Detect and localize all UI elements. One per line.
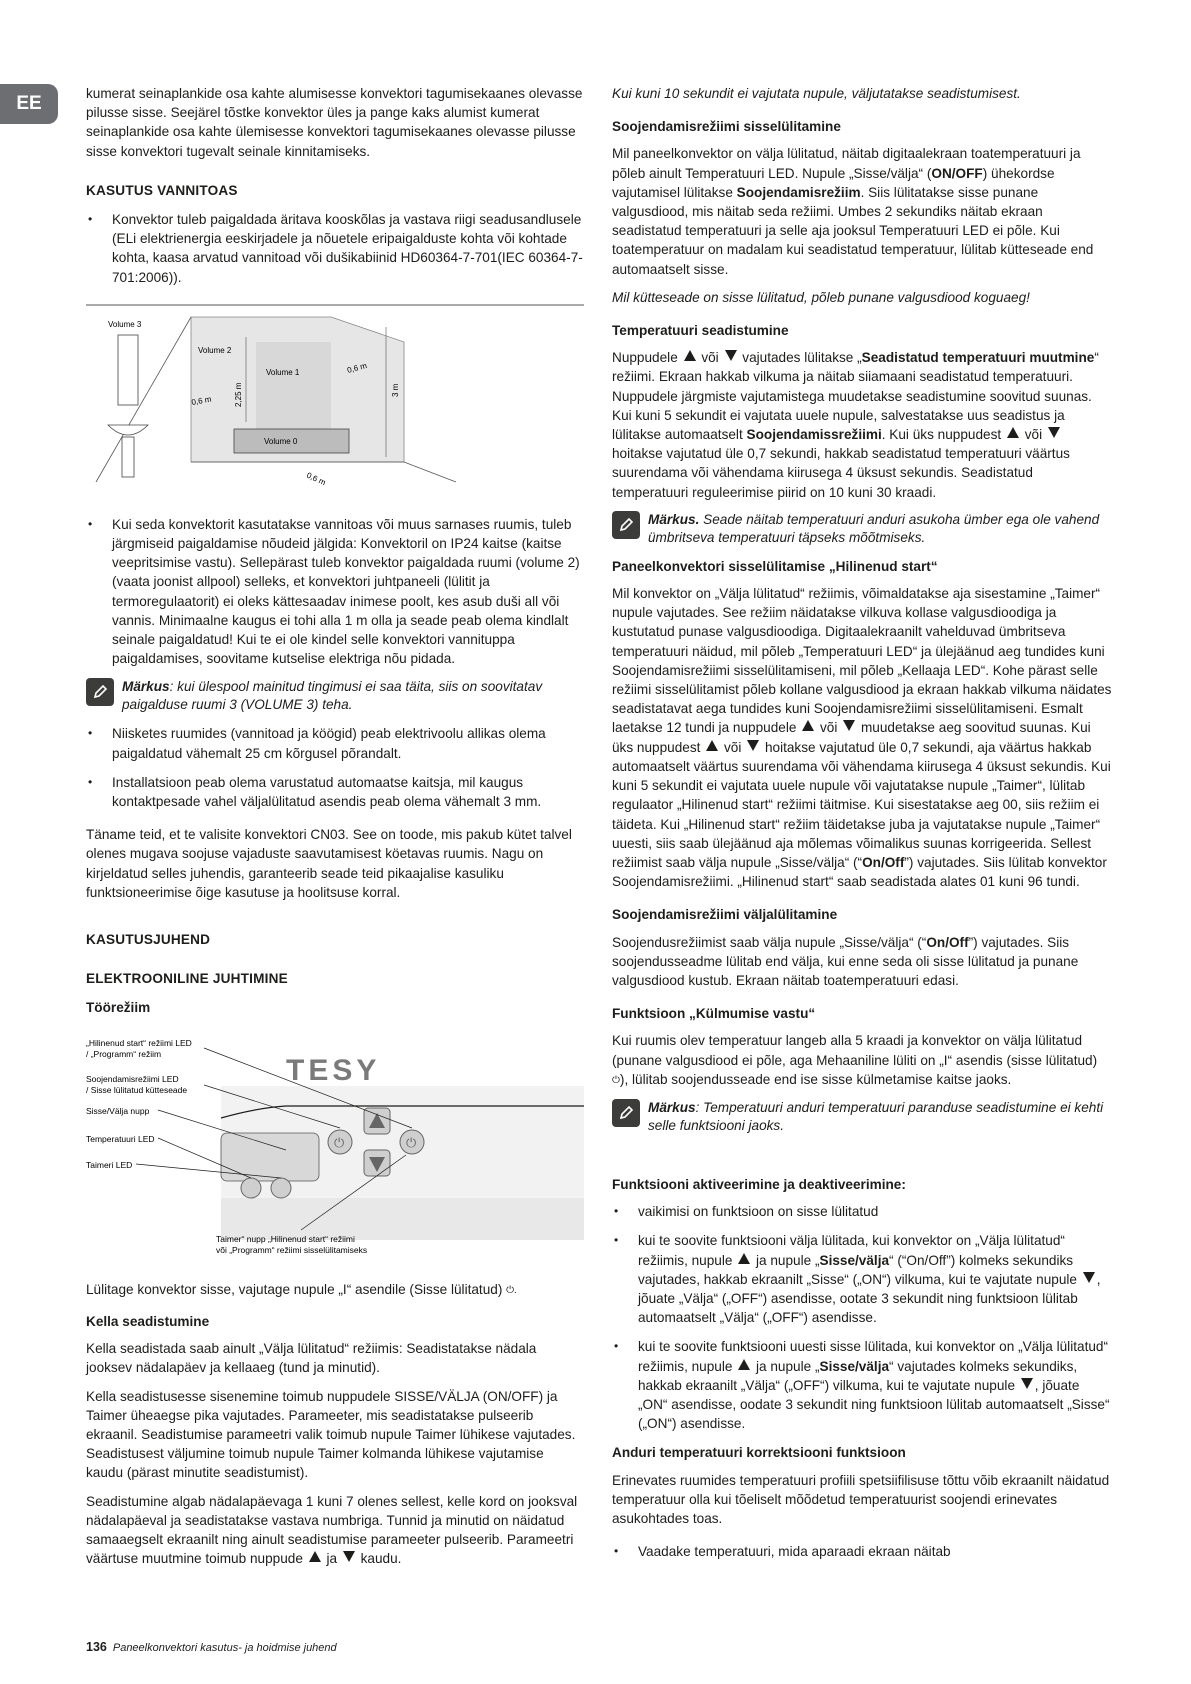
up-arrow-icon — [802, 720, 814, 731]
callout-label: Taimer“ nupp „Hilinenud start“ režiimi — [216, 1233, 355, 1244]
heating-off-paragraph: Soojendusrežiimist saab välja nupule „Sisse/välja“ (“On/Off”) vajutades. Siis soojendusseadme lülitab end välja, kui enne seda oli sisse lülitatud ja punane valgusdiood kustub. Ekraan näitab toatemperatuuri edasi. — [612, 934, 1079, 988]
sensor-paragraph: Erinevates ruumides temperatuuri profiili spetsiifilisuse tõttu võib ekraanilt näidatud temperatuur olla kui tõeliselt mõõdetud temperatuurist soojendi erinevates asukohtades toas. — [612, 1472, 1110, 1526]
note-label: Märkus — [122, 679, 170, 695]
down-arrow-icon — [1021, 1378, 1033, 1389]
timeout-note: Kui kuni 10 sekundit ei vajutata nupule, väljutatakse seadistumisest. — [612, 86, 1021, 101]
callout-label: Temperatuuri LED — [86, 1133, 155, 1144]
bathroom-volumes-diagram — [86, 297, 584, 497]
distance-label: 0,6 m — [305, 470, 328, 488]
mode-heading: Töörežiim — [86, 1000, 151, 1016]
clock-paragraph-1: Kella seadistada saab ainult „Välja lülitatud“ režiimis: Seadistatakse nädala jooksev nädalapäev ja kellaaeg (tund ja minutid). — [86, 1341, 537, 1376]
volume-2-label: Volume 2 — [198, 345, 232, 355]
delayed-start-paragraph: Mil konvektor on „Välja lülitatud“ režiimis, võimaldatakse aja sisestamine „Taimer“ nupule vajutades. See režiim näidatakse vilkuva kollase valgusdioodiga ja kustutatud punase valgusdioodiga. Digitaalekraanilt vahelduvad ümbritseva temperatuuri näidud, mil põleb „Temperatuuri LED“ ja ülejäänud aeg tundides kuni Soojendamisrežiimi sisselülitamiseni, mil põleb „Kellaaja LED“. Kohe pärast selle režiimi sisselülitamist põleb kollane valgusdiood ja ekraan hakkab vilkuma näidates seadistatavat aega tundides kuni Soojendamisrežiimi sisselülitamiseni. Esmalt laetakse 12 tundi ja nuppudele või muudetakse aeg soovitud suunas. Kui üks nuppudest või hoitakse vajutatud üle 0,7 sekundi, aja väärtus hakkab automaatselt väärtus suurendama või vähendama kiirusega 4 üksust sekundis. Kui kuni 5 sekundit ei vajutata uuele nupule või vajutatakse nupule „Taimer“, lülitab regulaator „Hilinenud start“ režiimi täitmise. Kui sisestatakse aeg 00, siis režiim ei täideta. Kui „Hilinenud start“ režiim täidetakse juba ja vajutatakse nupule „Taimer“ uuesti, siis saab ülejäänud aja mõlemas võimalikus suunas korrigeerida. Sellest režiimist saab välja nupule „Sisse/välja“ (“On/Off”) vajutades. Siis lülitab konvektor Soojendamisrežiimi. „Hilinenud start“ saab seadistada alates 01 kuni 96 tundi. — [612, 586, 1112, 890]
delayed-start-heading: Paneelkonvektori sisselülitamise „Hilinenud start“ — [612, 558, 938, 574]
timer-led-indicator — [271, 1178, 291, 1198]
note-2 — [612, 511, 1112, 547]
activation-heading: Funktsiooni aktiveerimine ja deaktiveerimine: — [612, 1176, 906, 1192]
down-arrow-icon — [725, 350, 737, 361]
bathroom-bullet-4: • Installatsioon peab olema varustatud automaatse kaitsja, mil kaugus kontaktpesade vahel väljalülitatud asendis peab olema vähemalt 3 mm. — [86, 773, 584, 811]
frost-heading: Funktsioon „Külmumise vastu“ — [612, 1006, 816, 1022]
note-text: : kui ülespool mainitud tingimusi ei saa täita, siis on soovitatav paigalduse ruumi 3 (VOLUME 3) teha. — [122, 679, 543, 713]
control-panel-diagram — [86, 1030, 584, 1270]
callout-label: „Hilinenud start“ režiimi LED — [86, 1037, 192, 1048]
note-label: Märkus — [648, 1099, 696, 1115]
page-number: 136 — [86, 1640, 107, 1654]
height-label: 2,25 m — [234, 382, 243, 407]
switch-on-icon: ⏻. — [506, 1284, 517, 1296]
callout-label: Taimeri LED — [86, 1159, 133, 1170]
pencil-icon — [612, 511, 640, 539]
up-arrow-icon — [738, 1359, 750, 1370]
callout-label: Soojendamisrežiimi LED — [86, 1073, 179, 1084]
heating-off-heading: Soojendamisrežiimi väljalülitamine — [612, 907, 838, 923]
volume-1-label: Volume 1 — [266, 367, 300, 377]
left-column — [86, 84, 584, 1577]
down-arrow-icon — [843, 720, 855, 731]
pencil-icon — [612, 1099, 640, 1127]
usage-heading: KASUTUSJUHEND — [86, 932, 211, 948]
switch-on-icon: ⏻ — [612, 1074, 620, 1086]
timer-icon: ⏻ — [406, 1134, 417, 1150]
distance-label: 0,6 m — [190, 394, 213, 407]
mirror — [118, 335, 138, 405]
activation-bullet-2: • kui te soovite funktsiooni välja lülitada, kui konvektor on „Välja lülitatud“ režiimis, nupule ja nupule „Sisse/välja“ (“On/Off”) kolmeks sekundiks vajutades, hakkab ekraanilt „Sisse“ („ON“) vilkuma, kui te vajutate nupule , jõuate „Välja“ („OFF“) asendisse, ootate 3 sekundit ning funktsioon lülitab automaatselt „Välja“ („OFF“) asendisse. — [612, 1231, 1112, 1327]
heating-on-paragraph: Mil paneelkonvektor on välja lülitatud, näitab digitaalekraan toatemperatuuri ja põleb ainult Temperatuuri LED. Nupule „Sisse/välja“ (ON/OFF) ühekordse vajutamisel lülitakse Soojendamisrežiim. Siis lülitatakse sisse punane valgusdiood, mis näitab seda režiimi. Umbes 2 sekundiks näitab ekraan seadistatud temperatuuri ja selle aja jooksul Temperatuuri LED ei põle. Kui toatemperatuur on madalam kui seadistatud temperatuur, lülitab kütteseade end automaatselt sisse. — [612, 146, 1094, 277]
distance-label: 0,6 m — [346, 360, 368, 375]
down-arrow-icon — [1048, 427, 1060, 438]
up-arrow-icon — [684, 350, 696, 361]
footer-title: Paneelkonvektori kasutus- ja hoidmise juhend — [112, 1642, 337, 1654]
panel-body — [221, 1086, 584, 1240]
sensor-bullet-1: • Vaadake temperatuuri, mida aparaadi ekraan näitab — [612, 1542, 1112, 1561]
down-arrow-icon — [1083, 1272, 1095, 1283]
switch-on-paragraph: Lülitage konvektor sisse, vajutage nupule „I“ asendile (Sisse lülitatud) ⏻. — [86, 1281, 517, 1297]
temperature-heading: Temperatuuri seadistumine — [612, 323, 789, 339]
up-arrow-icon — [1007, 427, 1019, 438]
temperature-led-indicator — [241, 1178, 261, 1198]
up-arrow-icon — [706, 740, 718, 751]
bathroom-bullet-1: • Konvektor tuleb paigaldada äritava kooskõlas ja vastava riigi seadusandlusele (ELi elektrienergia eeskirjadele ja nõuetele eripaigalduste kohta või kohtade kohta, kaasa arvatud vannitoad või dušikabiinid HD60364-7-701(IEC 60364-7-701:2006)). — [86, 210, 584, 287]
activation-bullet-1: • vaikimisi on funktsioon on sisse lülitatud — [612, 1202, 1112, 1221]
tesy-logo: TESY — [286, 1053, 381, 1087]
heating-on-heading: Soojendamisrežiimi sisselülitamine — [612, 119, 841, 135]
volume-0-label: Volume 0 — [264, 436, 298, 446]
callout-label: Sisse/Välja nupp — [86, 1105, 150, 1116]
electronic-heading: ELEKTROONILINE JUHTIMINE — [86, 971, 288, 987]
up-arrow-icon — [309, 1551, 321, 1562]
activation-bullet-3: • kui te soovite funktsiooni uuesti sisse lülitada, kui konvektor on „Välja lülitatud“ režiimis, nupule ja nupule „Sisse/välja“ vajutades kolmeks sekundiks, hakkab ekraanilt „Välja“ („OFF“) vilkuma, kui te vajutate nupule , jõuate „ON“ asendisse, oodate 3 sekundit ning funktsioon lülitab automaatselt „Sisse“ („ON“) asendisse. — [612, 1337, 1112, 1433]
power-icon: ⏻ — [334, 1134, 345, 1150]
note-3 — [612, 1099, 1112, 1135]
note-1 — [86, 678, 584, 714]
callout-label: / „Programm“ režiim — [86, 1048, 162, 1059]
thanks-paragraph: Täname teid, et te valisite konvektori CN03. See on toode, mis pakub kütet talvel olenes mugava soojuse vajaduste saavutamisest köetavas ruumis. Nagu on kirjeldatud selles juhendis, garanteerib seade teid pikaajalise kasuliku funktsioneerimise õige kasutuse ja hoolitsuse korral. — [86, 827, 572, 900]
frost-paragraph: Kui ruumis olev temperatuur langeb alla 5 kraadi ja konvektor on välja lülitatud (punane valgusdiood ei põle, aga Mehaaniline lüliti on „I“ asendis (sisse lülitatud) ⏻), lülitab soojendusseade end ise sisse külmetamise kaitse jaoks. — [612, 1033, 1098, 1087]
note-text: : Temperatuuri anduri temperatuuri paranduse seadistumine ei kehti selle funktsiooni jaoks. — [648, 1099, 1104, 1133]
down-arrow-icon — [343, 1551, 355, 1562]
height-label: 3 m — [391, 383, 400, 397]
intro-paragraph: kumerat seinaplankide osa kahte alumisesse konvektori tagumisekaanes olevasse pilusse sisse. Seejärel tõstke konvektor üles ja pange kaks alumist kumerat seinaplankide osa kahte ülemisesse konvektori tagumisekaanes olevasse pilusse sisse konvektori tugevalt seinale kinnitamiseks. — [86, 86, 583, 159]
callout-label: või „Programm“ režiimi sisselülitamiseks — [216, 1244, 368, 1255]
page-footer — [86, 1640, 337, 1654]
heating-on-note: Mil kütteseade on sisse lülitatud, põleb punane valgusdiood koguaeg! — [612, 289, 1030, 305]
callout-label: / Sisse lülitatud kütteseade — [86, 1084, 188, 1095]
note-text: Seade näitab temperatuuri anduri asukoha ümber ega ole vahend ümbritseva temperatuuri täpseks mõõtmiseks. — [648, 511, 1100, 545]
volume-walls — [96, 317, 456, 482]
bathroom-bullet-2: • Kui seda konvektorit kasutatakse vannitoas või muus sarnases ruumis, tuleb järgmiseid paigaldamise nõudeid jälgida: Konvektoril on IP24 kaitse (kaitse veepritsimise vastu). Sellepärast tuleb konvektor paigaldada ruumi (volume 2) (vaata joonist allpool) selleks, et konvektori juhtpaneeli (lülitit ja termoregulaatorit) ei oleks kättesaadav inimese poolt, kes asub duši all või vannis. Minimaalne kaugus ei tohi alla 1 m olla ja seade peab olema kindlalt seinale paigaldatud! Kui te ei ole kindel selle konvektori vannituppa paigaldamises, soovitame kutselise elektriga nõu pidada. — [86, 515, 584, 669]
clock-heading: Kella seadistumine — [86, 1313, 210, 1329]
language-tab: EE — [0, 84, 58, 124]
down-arrow-icon — [747, 740, 759, 751]
bathroom-bullet-3: • Niisketes ruumides (vannitoad ja köögid) peab elektrivoolu allikas olema paigaldatud vähemalt 25 cm kõrgusel põrandalt. — [86, 724, 584, 762]
pencil-icon — [86, 678, 114, 706]
right-column — [612, 84, 1112, 1571]
bathroom-heading: KASUTUS VANNITOAS — [86, 182, 238, 198]
clock-paragraph-2: Kella seadistusesse sisenemine toimub nuppudele SISSE/VÄLJA (ON/OFF) ja Taimer üheaegse pika vajutades. Parameeter, mis seadistatakse pulseerib ekraanil. Seadistumise parameetri valik toimub nupule Taimer lühikese vajutades. Seadistusest väljumine toimub nupule Taimer kolmanda lühikese vajutamise kaudu (pärast minutite seadistumist). — [86, 1388, 576, 1481]
volume-3-label: Volume 3 — [108, 319, 142, 329]
sensor-heading: Anduri temperatuuri korrektsiooni funktsioon — [612, 1445, 906, 1461]
note-label: Märkus. — [648, 511, 700, 527]
clock-paragraph-3: Seadistumine algab nädalapäevaga 1 kuni 7 olenes sellest, kelle kord on jooksval nädalapäeval ja seadistatakse vastava numbriga. Tunnid ja minutid on näidatud samaaegselt ekraanilt ning ainult seadistumise parameeter pulseerib. Parameetri väärtuse muutmine toimub nuppude ja kaudu. — [86, 1493, 578, 1567]
up-arrow-icon — [738, 1253, 750, 1264]
temperature-paragraph: Nuppudele või vajutades lülitakse „Seadistatud temperatuuri muutmine“ režiimi. Ekraan hakkab vilkuma ja näitab siiamaani seadistatud temperatuuri. Nuppudele järgmiste vajutamistega muudetakse seadistumine soovitud suunas. Kui kuni 5 sekundit ei vajutata uuele nupule, salvestatakse uus seadistus ja lülitakse automaatselt Soojendamissrežiimi. Kui üks nuppudest või hoitakse vajutatud üle 0,7 sekundi, hakkab seadistatud temperatuuri väärtus suurendama või vähendama kiirusega 4 üksust sekundis. Seadistatud temperatuuri reguleerimise piirid on 10 kuni 30 kraadi. — [612, 350, 1099, 500]
